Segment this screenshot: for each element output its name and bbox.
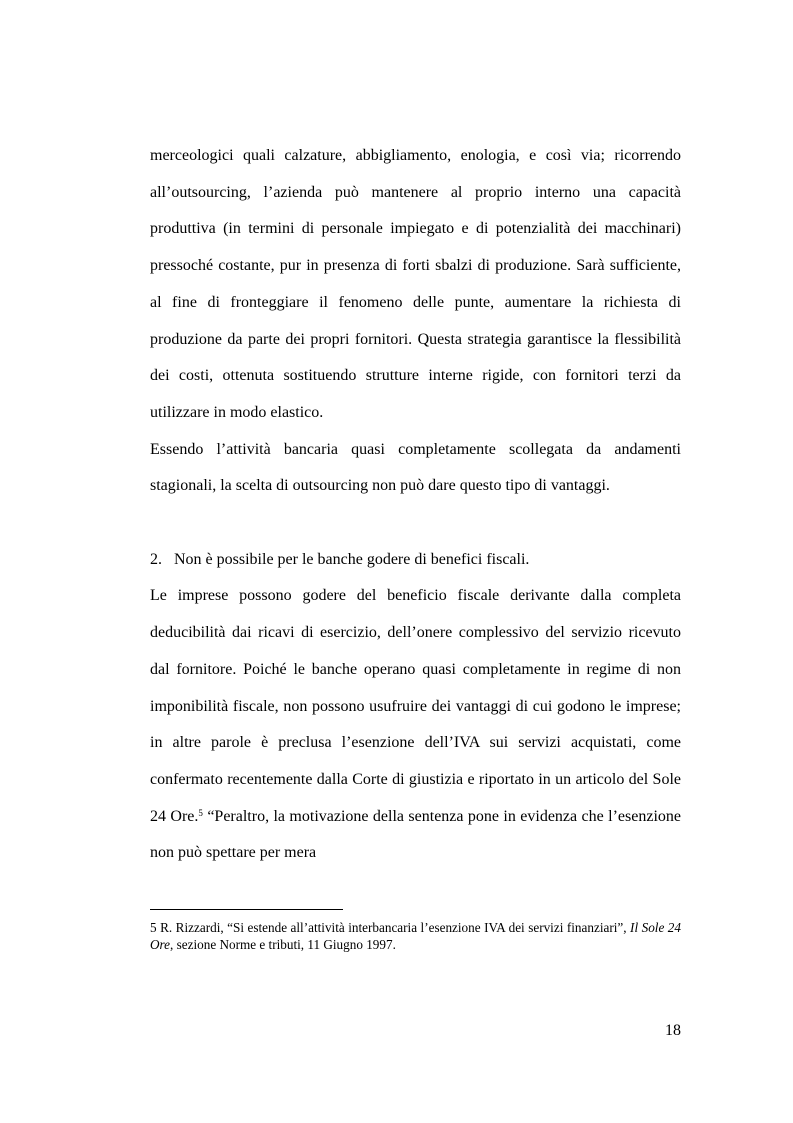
paragraph-banking-seasonality: Essendo l’attività bancaria quasi completamente scollegata da andamenti stagionali, la scelta di outsourcing non può dare questo tipo di vantaggi.: [150, 440, 681, 495]
list-item-number: 2.: [150, 550, 162, 568]
paragraph-outsourcing-flexibility: merceologici quali calzature, abbigliamento, enologia, e così via; ricorrendo all’outsourcing, l’azienda può mantenere al proprio interno una capacità produttiva (in termini di personale impiegato e di potenzialità dei macchinari) pressoché costante, pur in presenza di forti sbalzi di produzione. Sarà sufficiente, al fine di fronteggiare il fenomeno delle punte, aumentare la richiesta di produzione da parte dei propri fornitori. Questa strategia garantisce la flessibilità dei costi, ottenuta sostituendo strutture interne rigide, con fornitori terzi da utilizzare in modo elastico.: [150, 147, 681, 421]
page-body: [150, 138, 681, 872]
footnote-separator: [150, 909, 343, 910]
footnote-text-before: R. Rizzardi, “Si estende all’attività interbancaria l’esenzione IVA dei servizi finanziari”,: [156, 920, 631, 935]
page-number: 18: [665, 1022, 681, 1039]
footnote-reference[interactable]: 5: [198, 807, 203, 818]
footnote-text-after: , sezione Norme e tributi, 11 Giugno 1997.: [170, 937, 396, 952]
footnote: [150, 919, 681, 953]
footnote-number: 5: [150, 920, 157, 935]
paragraph-tax-benefits: [150, 578, 681, 872]
list-item-tax-benefits: [150, 542, 681, 579]
paragraph-text-after-ref: “Peraltro, la motivazione della sentenza pone in evidenza che l’esenzione non può spettare per mera: [150, 807, 682, 862]
footnote-source-title: Il Sole 24 Ore: [150, 920, 681, 952]
paragraph-text-before-ref: Le imprese possono godere del beneficio fiscale derivante dalla completa deducibilità dai ricavi di esercizio, dell’onere complessivo del servizio ricevuto dal fornitore. Poiché le banche operano quasi completamente in regime di non imponibilità fiscale, non possono usufruire dei vantaggi di cui godono le imprese; in altre parole è preclusa l’esenzione dell’IVA sui servizi acquistati, come confermato recentemente dalla Corte di giustizia e riportato in un articolo del Sole 24 Ore.: [150, 587, 681, 825]
list-item-text: Non è possibile per le banche godere di benefici fiscali.: [174, 550, 530, 568]
